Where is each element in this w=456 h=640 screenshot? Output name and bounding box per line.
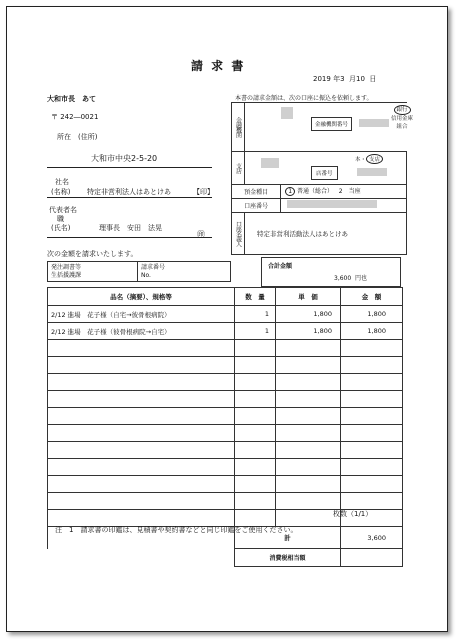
- table-row: [48, 476, 403, 493]
- table-row: [48, 374, 403, 391]
- company-seal: 【印】: [193, 188, 214, 196]
- table-row: [48, 340, 403, 357]
- redacted-block: [281, 107, 293, 119]
- table-row: [48, 425, 403, 442]
- store-no-label: 店番号: [311, 166, 338, 180]
- holder-label: 口座名義人: [232, 212, 245, 254]
- col-amount: 金 額: [341, 288, 403, 306]
- tax-label: 消費税相当額: [235, 549, 341, 567]
- bank-info-table: [231, 102, 414, 255]
- name-label-paren: (名称): [51, 188, 71, 196]
- deposit-label: 預金種目: [232, 184, 281, 198]
- addressee: 大和市長 あて: [47, 95, 96, 103]
- redacted-block: [357, 168, 387, 176]
- redacted-block: [261, 158, 279, 168]
- total-box: [261, 257, 401, 287]
- rep-title-label: 職: [57, 215, 64, 223]
- branch-type: 本・ 支店: [355, 154, 383, 164]
- request-text: 次の金額を請求いたします。: [47, 250, 138, 258]
- table-row: [48, 408, 403, 425]
- col-unit-price: 単 価: [276, 288, 341, 306]
- deposit-type: 1 普通（総合） 2 当座: [281, 184, 407, 198]
- account-no-value: [281, 198, 407, 212]
- table-row: [48, 442, 403, 459]
- total-amount: 3,600 円也: [334, 275, 368, 282]
- table-row: [48, 391, 403, 408]
- branch-area: [245, 151, 407, 184]
- account-no-label: 口座番号: [232, 198, 281, 212]
- table-row: [48, 357, 403, 374]
- invoice-no-cell: 請求番号 No.: [138, 262, 231, 282]
- rep-label: 代表者名: [49, 206, 77, 214]
- rep-underline: [47, 237, 212, 238]
- footnote: 注 1 請求書の印鑑は、見積書や契約書などと同じ印鑑をご使用ください。: [55, 526, 298, 534]
- rep-seal: ㊞: [197, 230, 205, 239]
- invoice-date: 2019 年3 月10 日: [313, 75, 377, 83]
- name-underline: [47, 197, 212, 198]
- sum-amount: 3,600: [341, 527, 403, 549]
- table-row: [48, 493, 403, 510]
- bank-code-label: 金融機関番号: [311, 117, 352, 131]
- table-row: 2/12 進場 花子様（自宅→彼骨根病院） 1 1,800 1,800: [48, 306, 403, 323]
- company-name: 特定非営利法人はあとけあ: [87, 188, 171, 196]
- order-no-cell: 発注調書等 生括援護課: [48, 262, 138, 282]
- sum-label: 計: [235, 527, 341, 549]
- address-underline: [47, 167, 212, 168]
- account-holder: 特定非営利活動法人はあとけあ: [245, 212, 407, 254]
- page-count: 枚数（1/1）: [333, 510, 373, 518]
- address-value: 大和市中央2-5-20: [91, 154, 158, 163]
- redacted-block: [359, 119, 389, 127]
- order-table: [47, 261, 231, 282]
- col-item-name: 品名（摘要）、規格等: [48, 288, 235, 306]
- tax-row: [48, 549, 403, 567]
- branch-label: 支店: [232, 151, 245, 184]
- postal-code: 〒 242―0021: [51, 113, 99, 121]
- invoice-page: [6, 6, 448, 632]
- table-row: 2/12 進場 花子様（彼骨根病院→自宅） 1 1,800 1,800: [48, 323, 403, 340]
- rep-name-label: (氏名): [51, 224, 71, 232]
- col-qty: 数 量: [235, 288, 276, 306]
- bank-type-options: 銀行 信用金庫 組合: [391, 107, 414, 130]
- bank-inst-area: [245, 103, 414, 152]
- total-label: 合計金額: [268, 263, 293, 270]
- address-label: 所在 (住所): [57, 133, 98, 141]
- bank-inst-label: 金融機関: [232, 103, 245, 152]
- table-row: [48, 459, 403, 476]
- document-title: 請 求 書: [191, 59, 246, 73]
- transfer-notice: 本書の請求金額は、次の口座に振込を依頼します。: [235, 95, 373, 102]
- name-label: 社名: [55, 178, 69, 186]
- representative: 理事長 安田 法晃: [99, 224, 162, 232]
